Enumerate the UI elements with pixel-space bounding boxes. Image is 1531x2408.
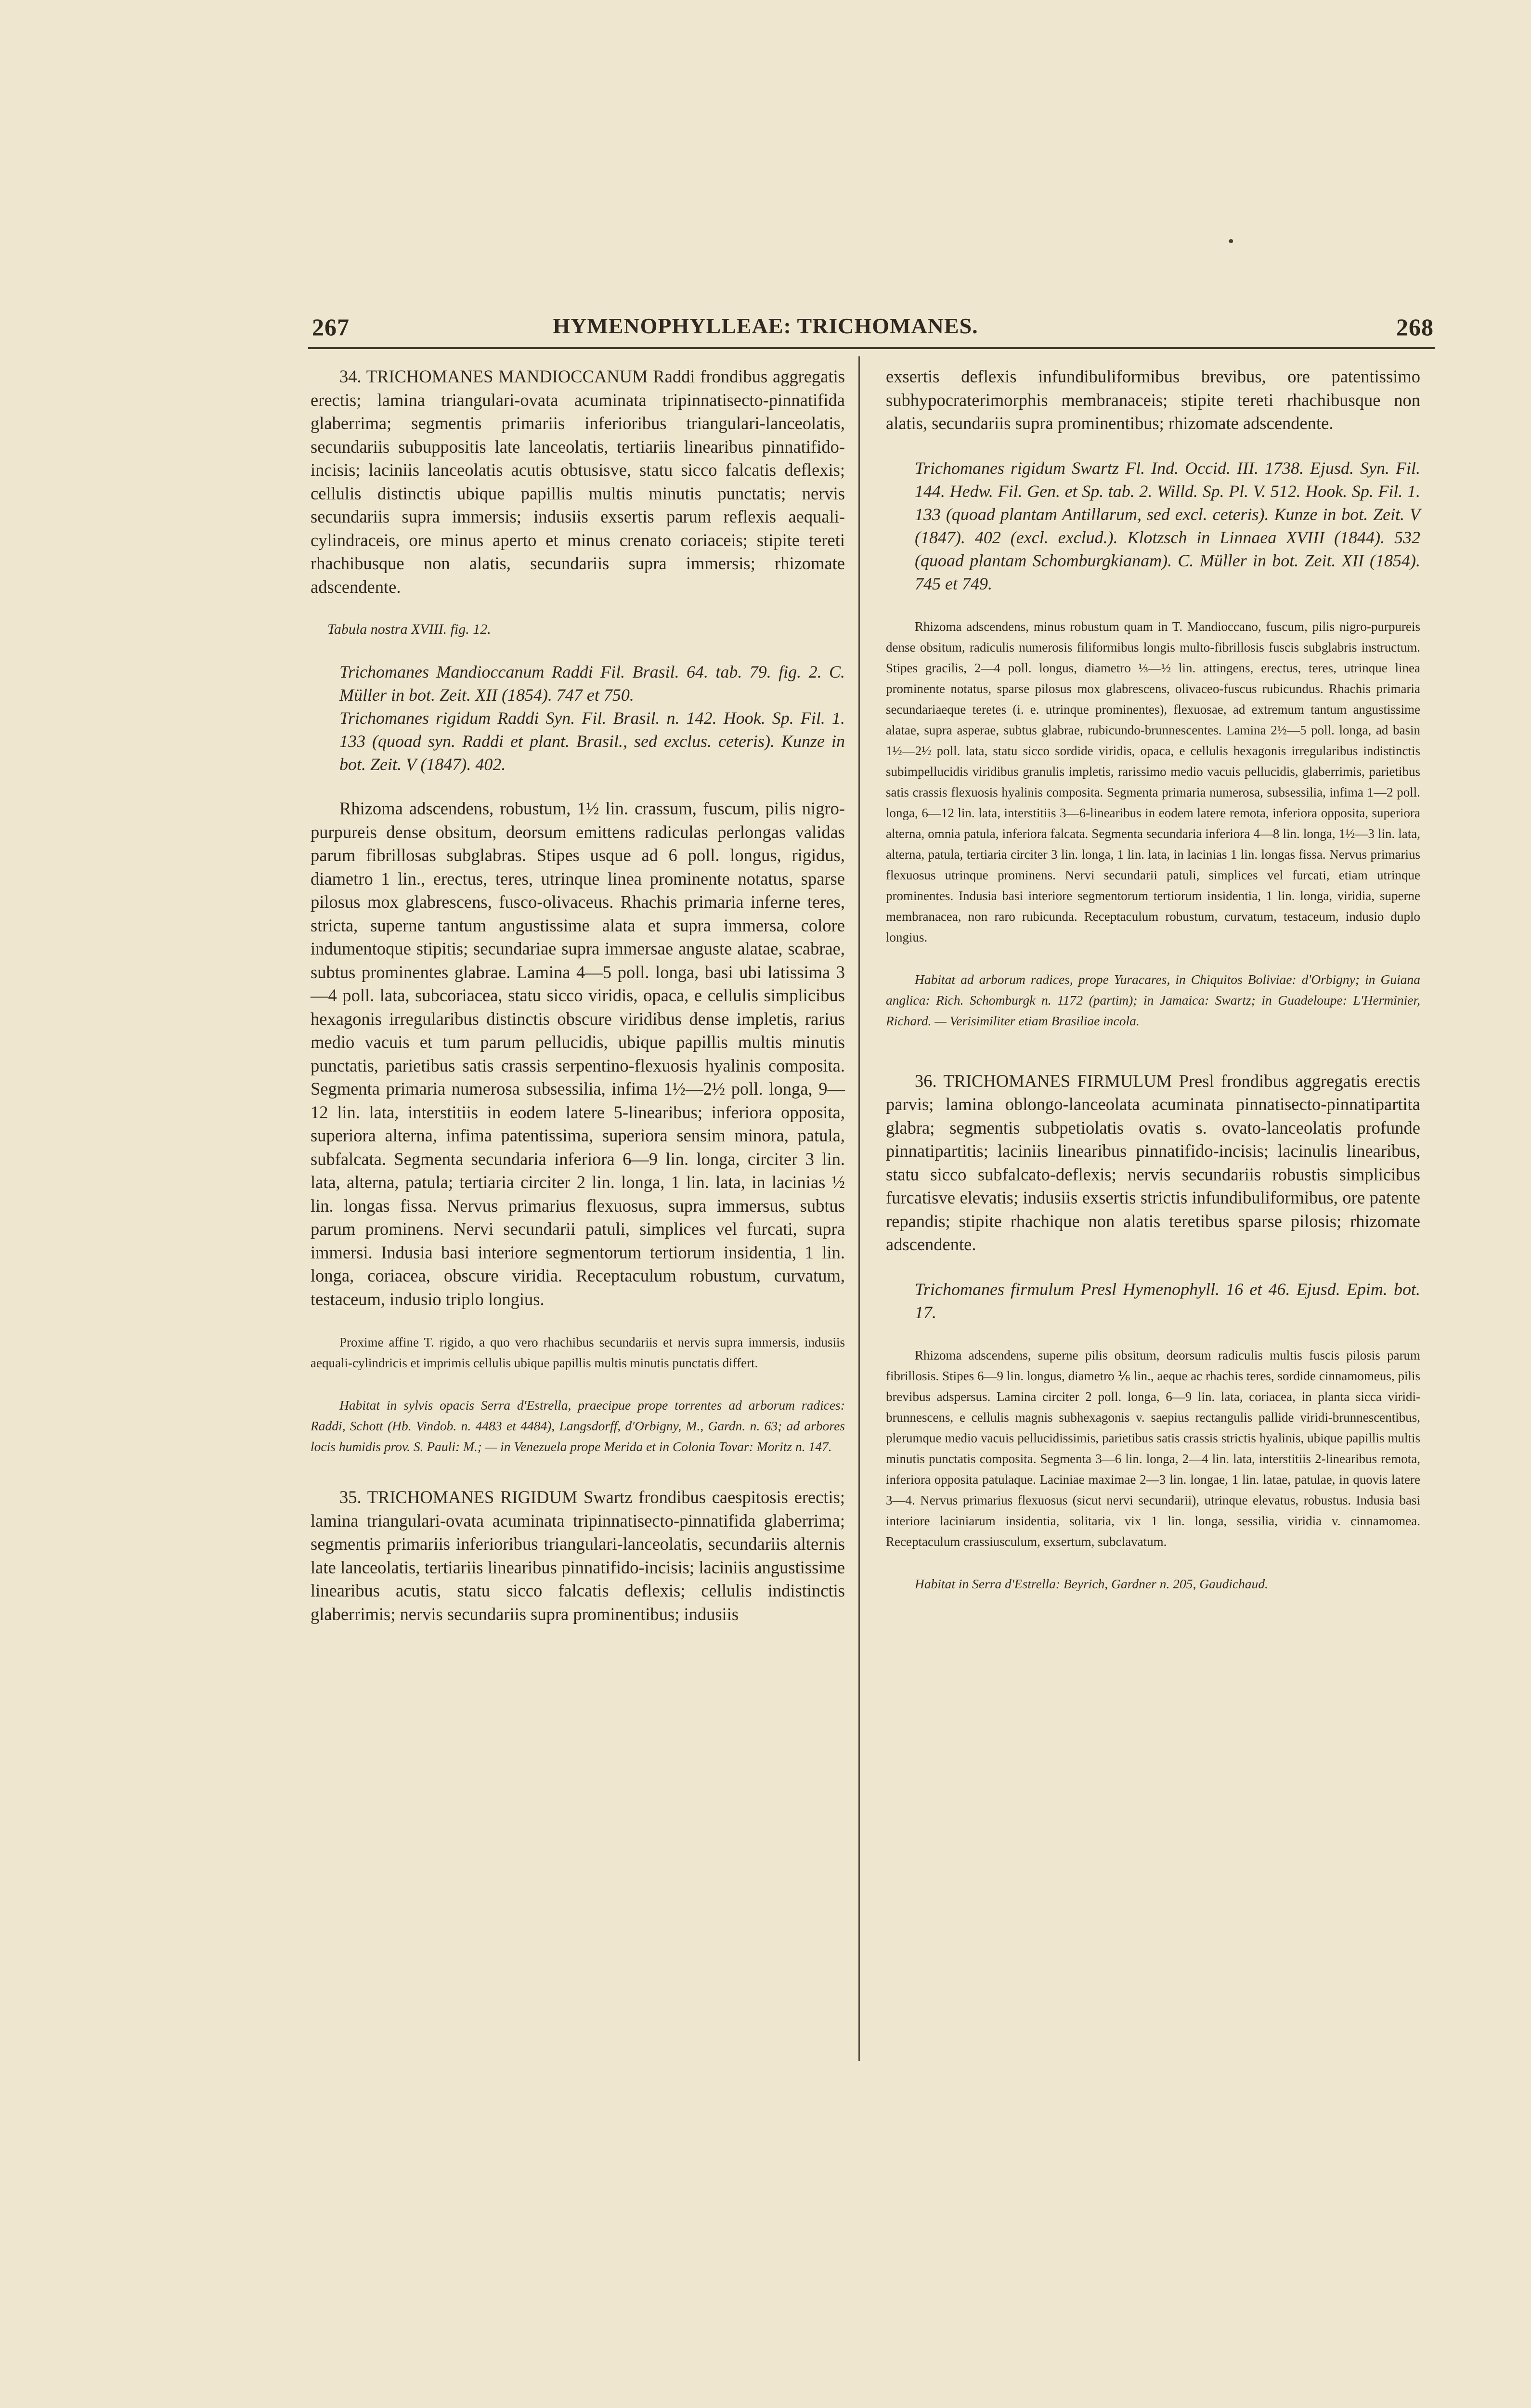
- species-35-diagnosis: 35. TRICHOMANES RIGIDUM Swartz frondibus caespitosis erectis; lamina triangulari-ovata acuminata tripinnatisecto-pinnatifida glaberrima; segmentis primariis inferioribus triangulari-lanceolatis, secundariis alternis late lanceolatis, tertiariis linearibus pinnatifido-incisis; laciniis angustissime linearibus acutis, statu sicco falcatis deflexis; cellulis indistinctis glaberrimis; nervis secundariis supra prominentibus; indusiis: [311, 1487, 845, 1624]
- species-36-diagnosis: 36. TRICHOMANES FIRMULUM Presl frondibus aggregatis erectis parvis; lamina oblongo-lanceolata acuminata pinnatisecto-pinnatipartita glabra; segmentis subpetiolatis ovatis s. ovato-lanceolatis profunde pinnatipartitis; laciniis linearibus pinnatifido-incisis; lacinulis linearibus, statu sicco subfalcato-deflexis; nervis secundariis robustis simplicibus furcatisve elevatis; indusiis exsertis strictis infundibuliformibus, ore patente repandis; stipite rhachique non alatis teretibus sparse pilosis; rhizomate adscendente.: [886, 1071, 1420, 1254]
- species-34-habitat: Habitat in sylvis opacis Serra d'Estrella, praecipue prope torrentes ad arborum radices: Raddi, Schott (Hb. Vindob. n. 4483 et 4484), Langsdorff, d'Orbigny, M., Gardn. n. 63; ad arbores locis humidis prov. S. Pauli: M.; — in Venezuela prope Merida et in Colonia Tovar: Moritz n. 147.: [311, 1398, 845, 1454]
- plate-reference: Tabula nostra XVIII. fig. 12.: [327, 621, 491, 637]
- synonymy-citation-2: Trichomanes rigidum Raddi Syn. Fil. Brasil. n. 142. Hook. Sp. Fil. 1. 133 (quoad syn. Raddi et plant. Brasil., sed exclus. ceteris). Kunze in bot. Zeit. V (1847). 402.: [339, 708, 845, 774]
- stray-mark: •: [1227, 234, 1235, 250]
- right-column: [886, 365, 1420, 1594]
- species-35-habitat: Habitat ad arborum radices, prope Yuracares, in Chiquitos Boliviae: d'Orbigny; in Guiana anglica: Rich. Schomburgk n. 1172 (partim); in Jamaica: Swartz; in Guadeloupe: L'Herminier, Richard. — Verisimiliter etiam Brasiliae incola.: [886, 971, 1420, 1028]
- page-number-right: 268: [1396, 314, 1434, 340]
- species-36-synonymy: Trichomanes firmulum Presl Hymenophyll. 16 et 46. Ejusd. Epim. bot. 17.: [915, 1279, 1420, 1322]
- running-title: HYMENOPHYLLEAE: TRICHOMANES.: [553, 314, 978, 338]
- left-column: [311, 365, 845, 1626]
- species-35-diagnosis-continued: exsertis deflexis infundibuliformibus brevibus, ore patentissimo subhypocraterimorphis membranaceis; stipite tereti rhachibusque non alatis, secundariis supra prominentibus; rhizomate adscendente.: [886, 366, 1420, 433]
- page-number-left: 267: [312, 314, 350, 340]
- species-34-diagnosis: 34. TRICHOMANES MANDIOCCANUM Raddi frondibus aggregatis erectis; lamina triangulari-ovata acuminata tripinnatisecto-pinnatifida glaberrima; segmentis primariis inferioribus triangulari-lanceolatis, secundariis subuppositis late lanceolatis, tertiariis linearibus pinnatifido-incisis; laciniis lanceolatis acutis obtusisve, statu sicco falcatis deflexis; cellulis distinctis ubique papillis multis minutis punctatis; nervis secundariis supra immersis; indusiis exsertis parum reflexis aequali-cylindraceis, ore minus aperto et minus crenato coriaceis; stipite tereti rhachibusque non alatis, secundariis supra immersis; rhizomate adscendente.: [311, 366, 845, 597]
- species-36-description: Rhizoma adscendens, superne pilis obsitum, deorsum radiculis multis fuscis pilosis parum fibrillosis. Stipes 6—9 lin. longus, diametro ⅙ lin., aeque ac rhachis teres, sordide cinnamomeus, pilis brevibus adspersus. Lamina circiter 2 poll. longa, 6—9 lin. lata, coriacea, in planta sicca viridi-brunnescens, e cellulis magnis subhexagonis v. saepius rectangulis pallide viridi-brunnescentibus, plerumque medio vacuis pellucidissimis, parietibus satis crassis strictis hyalinis, ubique papillis multis minutis punctatis composita. Segmenta 3—6 lin. longa, 2—4 lin. lata, interstitiis 2-linearibus remota, inferiora opposita patulaque. Laciniae maximae 2—3 lin. longae, 1 lin. latae, patulae, in quovis latere 3—4. Nervus primarius flexuosus (sicut nervi secundarii), utrinque elevatus, robustus. Indusia basi interiore laciniarum insidentia, solitaria, vix 1 lin. longa, sessilia, viridia v. cinnamomea. Receptaculum crassiusculum, exsertum, subclavatum.: [886, 1348, 1420, 1549]
- species-35-description: Rhizoma adscendens, minus robustum quam in T. Mandioccano, fuscum, pilis nigro-purpureis dense obsitum, radiculis numerosis filiformibus longis multo-fibrillosis fuscis subglabris instructum. Stipes gracilis, 2—4 poll. longus, diametro ⅓—½ lin. attingens, erectus, teres, utrinque linea prominente notatus, sparse pilosus mox glabrescens, olivaceo-fuscus rubicundus. Rhachis primaria secundariaeque teretes (i. e. utrinque prominentes), flexuosae, ad extremum tantum angustissime alatae, supra asperae, subtus glabrae, rubicundo-brunnescentes. Lamina 2½—5 poll. longa, ad basin 1½—2½ poll. lata, statu sicco sordide viridis, opaca, e cellulis hexagonis irregularibus indistinctis subimpellucidis viridibus granulis impletis, rarissimo medio vacuis pellucidis, glaberrimis, parietibus satis crassis flexuosis hyalinis composita. Segmenta primaria numerosa, subsessilia, infima 1—2 poll. longa, 6—12 lin. lata, interstitiis 3—6-linearibus in eodem latere remota, inferiora opposita, superiora alterna, omnia patula, inferiora falcata. Segmenta secundaria inferiora 4—8 lin. longa, 1½—3 lin. lata, alterna, patula, tertiaria circiter 3 lin. longa, 1 lin. lata, in lacinias 1 lin. longas fissa. Nervus primarius flexuosus utrinque prominens. Nervi secundarii patuli, simplices vel furcati, etiam utrinque prominentes. Indusia basi interiore segmentorum tertiorum insidentia, 1 lin. longa, viridia, superne membranacea, non raro rubicunda. Receptaculum robustum, curvatum, testaceum, indusio duplo longius.: [886, 619, 1420, 944]
- species-35-synonymy: Trichomanes rigidum Swartz Fl. Ind. Occid. III. 1738. Ejusd. Syn. Fil. 144. Hedw. Fil. Gen. et Sp. tab. 2. Willd. Sp. Pl. V. 512. Hook. Sp. Fil. 1. 133 (quoad plantam Antillarum, sed excl. ceteris). Kunze in bot. Zeit. V (1847). 402 (excl. exclud.). Klotzsch in Linnaea XVIII (1844). 532 (quoad plantam Schomburgkianam). C. Müller in bot. Zeit. XII (1854). 745 et 749.: [915, 458, 1420, 593]
- column-divider: [858, 356, 860, 2061]
- header-rule: [308, 347, 1435, 349]
- species-36-habitat: Habitat in Serra d'Estrella: Beyrich, Gardner n. 205, Gaudichaud.: [915, 1576, 1269, 1591]
- synonymy-citation-1: Trichomanes Mandioccanum Raddi Fil. Brasil. 64. tab. 79. fig. 2. C. Müller in bot. Zeit. XII (1854). 747 et 750.: [339, 662, 845, 705]
- species-34-note: Proxime affine T. rigido, a quo vero rhachibus secundariis et nervis supra immersis, indusiis aequali-cylindricis et imprimis cellulis ubique papillis multis minutis punctatis differt.: [311, 1335, 845, 1370]
- species-34-description: Rhizoma adscendens, robustum, 1½ lin. crassum, fuscum, pilis nigro-purpureis dense obsitum, deorsum emittens radiculas perlongas validas parum fibrillosas subglabras. Stipes usque ad 6 poll. longus, rigidus, diametro 1 lin., erectus, teres, utrinque linea prominente notatus, sparse pilosus mox glabrescens, fusco-olivaceus. Rhachis primaria inferne teres, stricta, superne tantum angustissime alata et supra immersa, colore indumentoque stipitis; secundariae supra immersae anguste alatae, scabrae, subtus prominentes glabrae. Lamina 4—5 poll. longa, basi ubi latissima 3—4 poll. lata, subcoriacea, statu sicco viridis, opaca, e cellulis simplicibus hexagonis irregularibus distinctis obscure viridibus dense impletis, rarius medio vacuis et tum parum pellucidis, ubique papillis multis minutis punctatis, parietibus satis crassis serpentino-flexuosis hyalinis composita. Segmenta primaria numerosa subsessilia, infima 1½—2½ poll. longa, 9—12 lin. lata, interstitiis in eodem latere 5-linearibus; inferiora opposita, superiora alterna, infima patentissima, superiora sensim minora, patula, subfalcata. Segmenta secundaria inferiora 6—9 lin. longa, circiter 3 lin. lata, alterna, patula; tertiaria circiter 2 lin. longa, 1 lin. lata, in lacinias ½ lin. longas fissa. Nervus primarius flexuosus, supra immersus, subtus parum prominens. Nervi secundarii patuli, simplices vel furcati, supra immersi. Indusia basi interiore segmentorum tertiorum insidentia, 1 lin. longa, coriacea, obscure viridia. Receptaculum robustum, curvatum, testaceum, indusio triplo longius.: [311, 798, 845, 1309]
